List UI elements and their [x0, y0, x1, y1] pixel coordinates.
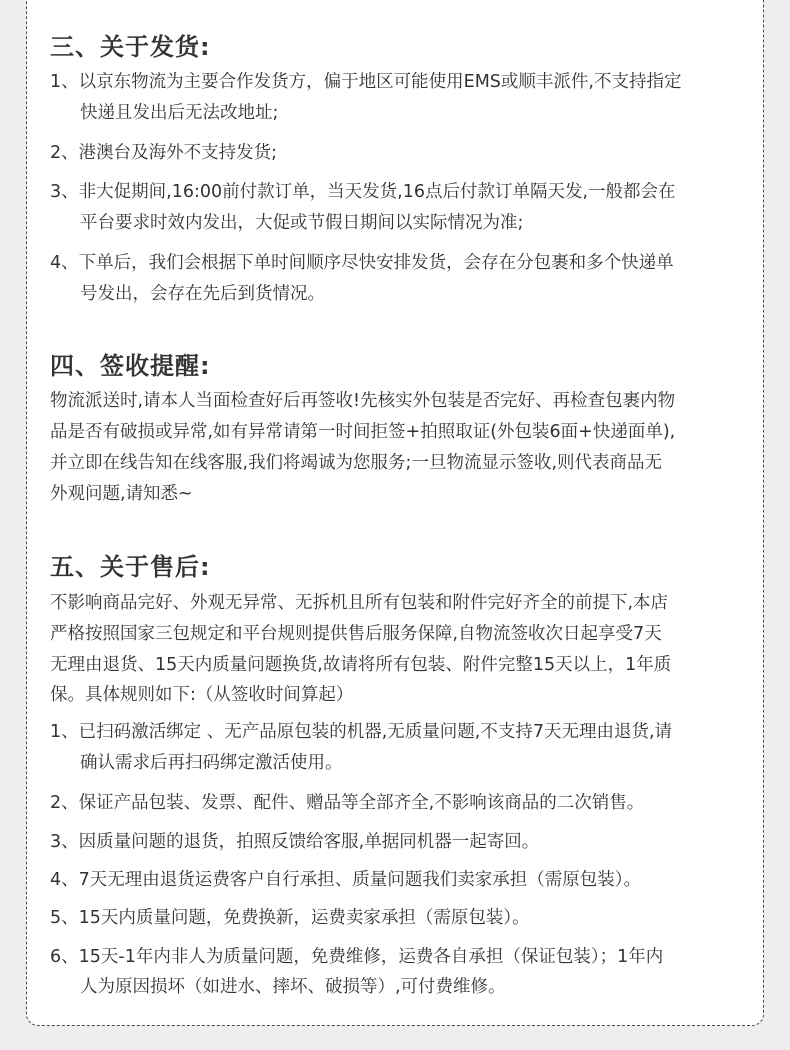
after-sales-intro-line: 保。具体规则如下:（从签收时间算起） — [50, 685, 354, 705]
shipping-item-3: 3、非大促期间,16:00前付款订单，当天发货,16点后付款订单隔天发,一般都会在 — [50, 182, 676, 202]
after-sales-item-1-cont: 确认需求后再扫码绑定激活使用。 — [80, 753, 343, 773]
shipping-item-2: 2、港澳台及海外不支持发货; — [50, 143, 278, 163]
receipt-line: 物流派送时,请本人当面检查好后再签收!先核实外包装是否完好、再检查包裹内物 — [50, 391, 676, 411]
shipping-item-1-cont: 快递且发出后无法改地址; — [80, 103, 279, 123]
shipping-item-3-cont: 平台要求时效内发出，大促或节假日期间以实际情况为准; — [80, 213, 524, 233]
after-sales-item-2: 2、保证产品包装、发票、配件、赠品等全部齐全,不影响该商品的二次销售。 — [50, 793, 645, 813]
receipt-line: 外观问题,请知悉~ — [50, 484, 193, 504]
after-sales-item-3: 3、因质量问题的退货，拍照反馈给客服,单据同机器一起寄回。 — [50, 832, 540, 852]
after-sales-item-6: 6、15天-1年内非人为质量问题，免费维修，运费各自承担（保证包装）；1年内 — [50, 947, 664, 967]
after-sales-intro-line: 无理由退货、15天内质量问题换货,故请将所有包装、附件完整15天以上，1年质 — [50, 655, 672, 675]
after-sales-item-1: 1、已扫码激活绑定 、无产品原包装的机器,无质量问题,不支持7天无理由退货,请 — [50, 722, 673, 742]
section-title-after-sales: 五、关于售后: — [50, 553, 211, 581]
after-sales-item-5: 5、15天内质量问题，免费换新，运费卖家承担（需原包装）。 — [50, 908, 530, 928]
after-sales-intro-line: 不影响商品完好、外观无异常、无拆机且所有包装和附件完好齐全的前提下,本店 — [50, 593, 669, 613]
receipt-line: 并立即在线告知在线客服,我们将竭诚为您服务;一旦物流显示签收,则代表商品无 — [50, 453, 663, 473]
after-sales-item-6-cont: 人为原因损坏（如进水、摔坏、破损等）,可付费维修。 — [80, 977, 506, 997]
shipping-item-4-cont: 号发出，会存在先后到货情况。 — [80, 284, 325, 304]
after-sales-item-4: 4、7天无理由退货运费客户自行承担、质量问题我们卖家承担（需原包装）。 — [50, 870, 642, 890]
shipping-item-1: 1、以京东物流为主要合作发货方，偏于地区可能使用EMS或顺丰派件,不支持指定 — [50, 72, 682, 92]
after-sales-intro-line: 严格按照国家三包规定和平台规则提供售后服务保障,自物流签收次日起享受7天 — [50, 624, 662, 644]
receipt-line: 品是否有破损或异常,如有异常请第一时间拒签+拍照取证(外包装6面+快递面单), — [50, 422, 676, 442]
shipping-item-4: 4、下单后，我们会根据下单时间顺序尽快安排发货，会存在分包裹和多个快递单 — [50, 253, 674, 273]
section-title-shipping: 三、关于发货: — [50, 33, 211, 61]
section-title-receipt: 四、签收提醒: — [50, 352, 211, 380]
